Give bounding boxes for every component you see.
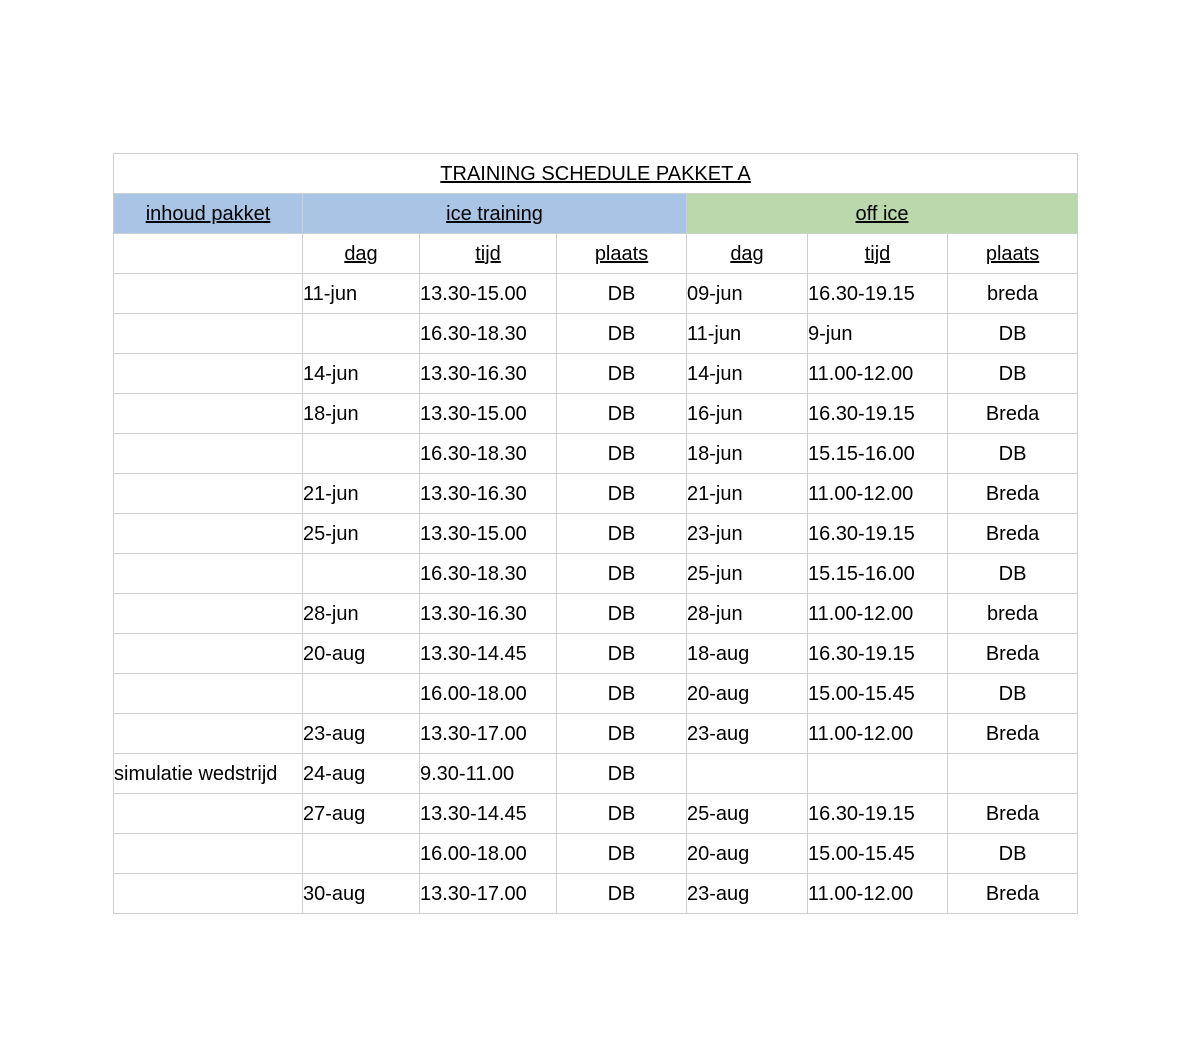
cell-off-plaats: DB [948,434,1078,474]
column-header-row [114,234,1078,274]
cell-ice-plaats: DB [557,474,687,514]
cell-ice-tijd: 16.30-18.30 [420,554,557,594]
cell-off-plaats: breda [948,594,1078,634]
cell-inhoud [114,714,303,754]
cell-off-dag: 28-jun [687,594,808,634]
table-row [114,754,1078,794]
cell-ice-plaats: DB [557,514,687,554]
cell-off-plaats: DB [948,314,1078,354]
cell-ice-tijd: 16.00-18.00 [420,674,557,714]
cell-off-tijd: 15.15-16.00 [808,554,948,594]
cell-ice-dag: 21-jun [303,474,420,514]
cell-off-dag: 25-aug [687,794,808,834]
cell-off-plaats: Breda [948,514,1078,554]
group-header-content: inhoud pakket [114,194,303,234]
cell-off-tijd: 15.00-15.45 [808,834,948,874]
column-header-off-plaats: plaats [948,234,1078,274]
cell-ice-plaats: DB [557,674,687,714]
table-row [114,554,1078,594]
cell-off-tijd: 16.30-19.15 [808,394,948,434]
column-header-ice-tijd: tijd [420,234,557,274]
cell-inhoud [114,634,303,674]
column-header-ice-plaats: plaats [557,234,687,274]
cell-ice-tijd: 16.30-18.30 [420,314,557,354]
cell-ice-dag: 11-jun [303,274,420,314]
cell-ice-plaats: DB [557,874,687,914]
cell-off-tijd: 11.00-12.00 [808,594,948,634]
cell-off-dag: 23-jun [687,514,808,554]
cell-off-dag: 25-jun [687,554,808,594]
table-row [114,794,1078,834]
cell-ice-dag: 23-aug [303,714,420,754]
cell-ice-dag [303,434,420,474]
cell-ice-dag [303,554,420,594]
table-row [114,274,1078,314]
cell-ice-tijd: 13.30-16.30 [420,354,557,394]
cell-ice-tijd: 13.30-16.30 [420,474,557,514]
group-header-ice-training: ice training [303,194,687,234]
cell-ice-tijd: 13.30-15.00 [420,514,557,554]
cell-ice-tijd: 13.30-14.45 [420,794,557,834]
cell-off-tijd: 11.00-12.00 [808,874,948,914]
table-row [114,314,1078,354]
cell-off-tijd: 11.00-12.00 [808,714,948,754]
table-row [114,434,1078,474]
cell-off-tijd: 15.00-15.45 [808,674,948,714]
cell-off-dag: 18-jun [687,434,808,474]
title-row [114,154,1078,194]
cell-inhoud [114,394,303,434]
cell-off-plaats: Breda [948,874,1078,914]
cell-ice-tijd: 13.30-15.00 [420,394,557,434]
cell-off-tijd: 9-jun [808,314,948,354]
schedule-title: TRAINING SCHEDULE PAKKET A [114,154,1078,194]
cell-off-plaats: Breda [948,394,1078,434]
cell-ice-dag [303,674,420,714]
cell-inhoud [114,834,303,874]
cell-off-tijd: 16.30-19.15 [808,794,948,834]
cell-inhoud [114,434,303,474]
cell-ice-plaats: DB [557,834,687,874]
cell-off-dag: 20-aug [687,674,808,714]
cell-off-plaats: Breda [948,634,1078,674]
table-row [114,674,1078,714]
cell-off-dag: 23-aug [687,714,808,754]
cell-ice-dag: 18-jun [303,394,420,434]
cell-off-plaats: Breda [948,474,1078,514]
cell-ice-plaats: DB [557,714,687,754]
cell-ice-tijd: 13.30-16.30 [420,594,557,634]
cell-ice-tijd: 13.30-17.00 [420,874,557,914]
cell-ice-plaats: DB [557,594,687,634]
cell-ice-tijd: 16.00-18.00 [420,834,557,874]
cell-ice-dag: 28-jun [303,594,420,634]
cell-ice-plaats: DB [557,634,687,674]
cell-off-plaats: breda [948,274,1078,314]
cell-inhoud [114,674,303,714]
cell-ice-plaats: DB [557,794,687,834]
cell-ice-dag: 25-jun [303,514,420,554]
cell-off-dag: 16-jun [687,394,808,434]
table-row [114,714,1078,754]
column-header-off-dag: dag [687,234,808,274]
cell-inhoud [114,554,303,594]
cell-off-dag: 23-aug [687,874,808,914]
cell-ice-plaats: DB [557,314,687,354]
cell-off-plaats: DB [948,674,1078,714]
table-row [114,354,1078,394]
cell-ice-dag: 20-aug [303,634,420,674]
cell-ice-plaats: DB [557,354,687,394]
cell-off-dag: 21-jun [687,474,808,514]
cell-inhoud [114,594,303,634]
table-row [114,514,1078,554]
table-row [114,634,1078,674]
cell-off-tijd: 16.30-19.15 [808,634,948,674]
table-row [114,474,1078,514]
cell-off-tijd: 11.00-12.00 [808,354,948,394]
cell-ice-tijd: 13.30-14.45 [420,634,557,674]
cell-inhoud [114,274,303,314]
cell-ice-dag [303,314,420,354]
cell-off-plaats: Breda [948,794,1078,834]
cell-ice-tijd: 9.30-11.00 [420,754,557,794]
cell-off-plaats: DB [948,834,1078,874]
column-header-empty [114,234,303,274]
cell-off-plaats: DB [948,554,1078,594]
cell-ice-dag: 14-jun [303,354,420,394]
cell-ice-plaats: DB [557,754,687,794]
cell-ice-dag: 27-aug [303,794,420,834]
cell-ice-dag: 30-aug [303,874,420,914]
cell-off-tijd: 16.30-19.15 [808,274,948,314]
cell-ice-plaats: DB [557,434,687,474]
cell-inhoud [114,354,303,394]
schedule-table [113,153,1078,914]
table-row [114,594,1078,634]
table-row [114,874,1078,914]
cell-ice-plaats: DB [557,554,687,594]
cell-off-dag: 18-aug [687,634,808,674]
cell-ice-dag: 24-aug [303,754,420,794]
cell-ice-tijd: 13.30-17.00 [420,714,557,754]
cell-inhoud [114,874,303,914]
table-row [114,394,1078,434]
cell-inhoud [114,514,303,554]
cell-off-tijd [808,754,948,794]
cell-inhoud [114,794,303,834]
group-header-off-ice: off ice [687,194,1078,234]
column-header-ice-dag: dag [303,234,420,274]
table-row [114,834,1078,874]
cell-off-tijd: 15.15-16.00 [808,434,948,474]
cell-ice-plaats: DB [557,394,687,434]
cell-off-dag [687,754,808,794]
cell-inhoud [114,474,303,514]
cell-ice-dag [303,834,420,874]
cell-off-plaats [948,754,1078,794]
cell-off-tijd: 11.00-12.00 [808,474,948,514]
cell-off-plaats: DB [948,354,1078,394]
cell-off-dag: 09-jun [687,274,808,314]
cell-inhoud: simulatie wedstrijd [114,754,303,794]
cell-off-tijd: 16.30-19.15 [808,514,948,554]
cell-off-dag: 11-jun [687,314,808,354]
cell-ice-plaats: DB [557,274,687,314]
cell-ice-tijd: 16.30-18.30 [420,434,557,474]
column-header-off-tijd: tijd [808,234,948,274]
cell-off-plaats: Breda [948,714,1078,754]
cell-off-dag: 14-jun [687,354,808,394]
cell-inhoud [114,314,303,354]
cell-ice-tijd: 13.30-15.00 [420,274,557,314]
group-header-row [114,194,1078,234]
cell-off-dag: 20-aug [687,834,808,874]
